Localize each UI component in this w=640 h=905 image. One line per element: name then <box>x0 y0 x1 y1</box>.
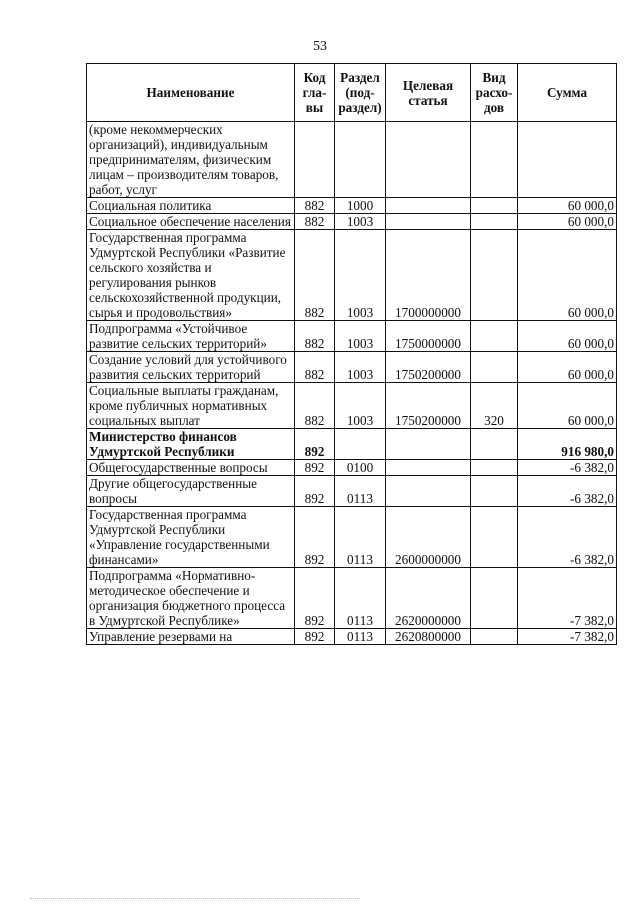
cell-code: 882 <box>295 198 335 214</box>
cell-target: 2620800000 <box>386 629 471 645</box>
header-code: Код гла- вы <box>295 64 335 122</box>
table-row <box>87 568 617 629</box>
header-target: Целевая статья <box>386 64 471 122</box>
budget-table <box>86 63 617 645</box>
cell-section: 1003 <box>335 214 386 230</box>
cell-code: 892 <box>295 507 335 568</box>
cell-target: 1700000000 <box>386 230 471 321</box>
cell-name: Социальные выплаты гражданам, кроме публичных нормативных социальных выплат <box>87 383 295 429</box>
cell-section: 1003 <box>335 321 386 352</box>
cell-code: 882 <box>295 214 335 230</box>
table-header-row <box>87 64 617 122</box>
cell-code: 892 <box>295 429 335 460</box>
cell-target <box>386 122 471 198</box>
cell-amount: 60 000,0 <box>518 230 617 321</box>
table-row <box>87 122 617 198</box>
cell-code: 882 <box>295 230 335 321</box>
cell-section: 0113 <box>335 476 386 507</box>
cell-section: 0113 <box>335 629 386 645</box>
page-number: 53 <box>313 39 327 54</box>
table-row <box>87 629 617 645</box>
cell-name: Подпрограмма «Нормативно-методическое обеспечение и организация бюджетного процесса в Удмуртской Республике» <box>87 568 295 629</box>
cell-section: 0100 <box>335 460 386 476</box>
cell-code: 892 <box>295 460 335 476</box>
cell-expense-type <box>471 629 518 645</box>
table-row <box>87 429 617 460</box>
cell-code: 882 <box>295 321 335 352</box>
cell-amount: -7 382,0 <box>518 568 617 629</box>
cell-code: 882 <box>295 352 335 383</box>
cell-target: 1750200000 <box>386 352 471 383</box>
cell-expense-type <box>471 122 518 198</box>
cell-section: 1000 <box>335 198 386 214</box>
cell-target: 2620000000 <box>386 568 471 629</box>
table-row <box>87 507 617 568</box>
cell-name: Создание условий для устойчивого развития сельских территорий <box>87 352 295 383</box>
cell-amount: -6 382,0 <box>518 460 617 476</box>
cell-name: Государственная программа Удмуртской Республики «Управление государственными финансами» <box>87 507 295 568</box>
cell-target <box>386 429 471 460</box>
cell-target <box>386 476 471 507</box>
cell-target <box>386 198 471 214</box>
cell-section: 1003 <box>335 383 386 429</box>
cell-expense-type <box>471 321 518 352</box>
table-row <box>87 460 617 476</box>
cell-amount: 60 000,0 <box>518 321 617 352</box>
cell-section: 1003 <box>335 230 386 321</box>
cell-name: Другие общегосударственные вопросы <box>87 476 295 507</box>
cell-amount: -7 382,0 <box>518 629 617 645</box>
cell-expense-type <box>471 198 518 214</box>
cell-expense-type <box>471 352 518 383</box>
cell-amount: 60 000,0 <box>518 214 617 230</box>
table-row <box>87 476 617 507</box>
cell-name: Социальное обеспечение населения <box>87 214 295 230</box>
cell-amount: -6 382,0 <box>518 476 617 507</box>
cell-code: 892 <box>295 476 335 507</box>
cell-section: 1003 <box>335 352 386 383</box>
cell-expense-type <box>471 568 518 629</box>
cell-code: 892 <box>295 568 335 629</box>
cell-expense-type: 320 <box>471 383 518 429</box>
cell-target: 2600000000 <box>386 507 471 568</box>
table-row <box>87 352 617 383</box>
cell-amount <box>518 122 617 198</box>
cell-expense-type <box>471 230 518 321</box>
cell-expense-type <box>471 214 518 230</box>
cell-section <box>335 429 386 460</box>
table-row <box>87 321 617 352</box>
cell-amount: 60 000,0 <box>518 198 617 214</box>
cell-name: (кроме некоммерческих организаций), индивидуальным предпринимателям, физическим лицам – производителям товаров, работ, услуг <box>87 122 295 198</box>
cell-name: Министерство финансов Удмуртской Республики <box>87 429 295 460</box>
table-row <box>87 230 617 321</box>
scan-artifact-line <box>30 896 360 899</box>
header-expense-type: Вид расхо- дов <box>471 64 518 122</box>
cell-section: 0113 <box>335 507 386 568</box>
table-row <box>87 383 617 429</box>
cell-name: Управление резервами на <box>87 629 295 645</box>
cell-target <box>386 214 471 230</box>
cell-expense-type <box>471 476 518 507</box>
header-section: Раздел (под- раздел) <box>335 64 386 122</box>
table-row <box>87 214 617 230</box>
cell-amount: 60 000,0 <box>518 352 617 383</box>
header-amount: Сумма <box>518 64 617 122</box>
table-row <box>87 198 617 214</box>
cell-target <box>386 460 471 476</box>
cell-amount: 916 980,0 <box>518 429 617 460</box>
header-name: Наименование <box>87 64 295 122</box>
cell-section: 0113 <box>335 568 386 629</box>
cell-name: Общегосударственные вопросы <box>87 460 295 476</box>
cell-amount: -6 382,0 <box>518 507 617 568</box>
cell-name: Социальная политика <box>87 198 295 214</box>
cell-target: 1750000000 <box>386 321 471 352</box>
cell-expense-type <box>471 507 518 568</box>
cell-code <box>295 122 335 198</box>
cell-name: Подпрограмма «Устойчивое развитие сельских территорий» <box>87 321 295 352</box>
cell-expense-type <box>471 460 518 476</box>
cell-section <box>335 122 386 198</box>
cell-code: 892 <box>295 629 335 645</box>
cell-expense-type <box>471 429 518 460</box>
cell-name: Государственная программа Удмуртской Республики «Развитие сельского хозяйства и регулирования рынков сельскохозяйственной продукции, сырья и продовольствия» <box>87 230 295 321</box>
cell-amount: 60 000,0 <box>518 383 617 429</box>
cell-target: 1750200000 <box>386 383 471 429</box>
cell-code: 882 <box>295 383 335 429</box>
